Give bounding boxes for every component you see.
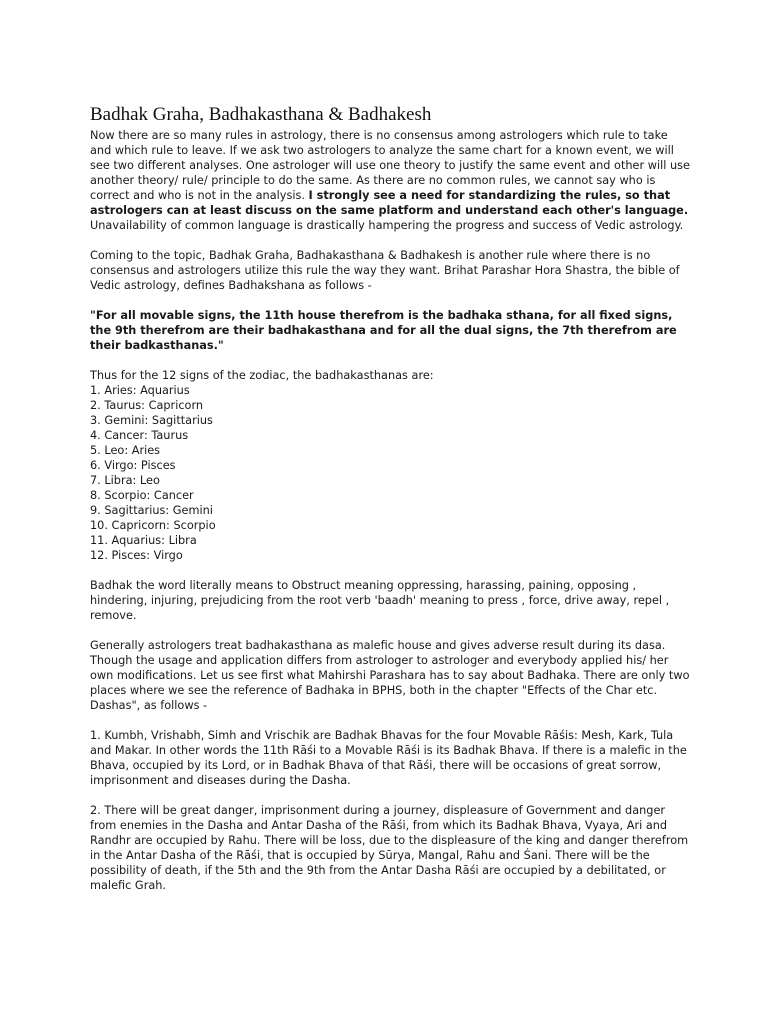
point-one-paragraph: 1. Kumbh, Vrishabh, Simh and Vrischik are Badhak Bhavas for the four Movable Rāśis: Mesh, Kark, Tula and Makar. In other words the 11th Rāśi to a Movable Rāśi is its Badhak Bhava. If there is a malefic in the Bhava, occupied by its Lord, or in Badhak Bhava of that Rāśi, there will be occasions of great sorrow, imprisonment and diseases during the Dasha.: [90, 729, 687, 787]
intro-paragraph: [90, 128, 690, 233]
general-paragraph: Generally astrologers treat badhakasthana as malefic house and gives adverse result during its dasa. Though the usage and application differs from astrologer to astrologer and everybody applied his/ her own modifications. Let us see first what Mahirshi Parashara has to say about Badhaka. There are only two places where we see the reference of Badhaka in BPHS, both in the chapter "Effects of the Char etc. Dashas", as follows -: [90, 639, 690, 712]
intro-text-a: Now there are so many rules in astrology, there is no consensus among astrologers which rule to take and which rule to leave. If we ask two astrologers to analyze the same chart for a known event, we will see two different analyses. One astrologer will use one theory to justify the same event and other will use another theory/ rule/ principle to do the same. As there are no common rules, we cannot say who is correct and who is not in the analysis.: [90, 129, 690, 202]
bphs-quote: "For all movable signs, the 11th house therefrom is the badhaka sthana, for all fixed signs, the 9th therefrom are their badhakasthana and for all the dual signs, the 7th therefrom are their badkasthanas.": [90, 309, 677, 352]
list-item: 10. Capricorn: Scorpio: [90, 519, 216, 532]
meaning-paragraph: Badhak the word literally means to Obstruct meaning oppressing, harassing, paining, opposing , hindering, injuring, prejudicing from the root verb 'baadh' meaning to press , force, drive away, repel , remove.: [90, 579, 670, 622]
intro-bold-statement: I strongly see a need for standardizing the rules, so that astrologers can at least discuss on the same platform and understand each other's language.: [90, 189, 689, 217]
list-item: 12. Pisces: Virgo: [90, 549, 183, 562]
topic-paragraph: Coming to the topic, Badhak Graha, Badhakasthana & Badhakesh is another rule where there is no consensus and astrologers utilize this rule the way they want. Brihat Parashar Hora Shastra, the bible of Vedic astrology, defines Badhakshana as follows -: [90, 249, 680, 292]
document-page: [90, 104, 690, 908]
list-item: 5. Leo: Aries: [90, 444, 161, 457]
list-item: 9. Sagittarius: Gemini: [90, 504, 213, 517]
list-item: 2. Taurus: Capricorn: [90, 399, 204, 412]
list-intro: Thus for the 12 signs of the zodiac, the badhakasthanas are:: [90, 369, 434, 382]
intro-text-b: Unavailability of common language is drastically hampering the progress and success of Vedic astrology.: [90, 219, 684, 232]
list-item: 1. Aries: Aquarius: [90, 384, 190, 397]
point-two-paragraph: 2. There will be great danger, imprisonment during a journey, displeasure of Government and danger from enemies in the Dasha and Antar Dasha of the Rāśi, from which its Badhak Bhava, Vyaya, Ari and Randhr are occupied by Rahu. There will be loss, due to the displeasure of the king and danger therefrom in the Antar Dasha of the Rāśi, that is occupied by Sūrya, Mangal, Rahu and Śani. There will be the possibility of death, if the 5th and the 9th from the Antar Dasha Rāśi are occupied by a debilitated, or malefic Grah.: [90, 804, 689, 892]
list-item: 8. Scorpio: Cancer: [90, 489, 194, 502]
list-item: 6. Virgo: Pisces: [90, 459, 176, 472]
page-title: Badhak Graha, Badhakasthana & Badhakesh: [90, 104, 432, 125]
badhakasthana-list: [90, 383, 690, 563]
list-item: 4. Cancer: Taurus: [90, 429, 189, 442]
list-item: 7. Libra: Leo: [90, 474, 160, 487]
list-item: 3. Gemini: Sagittarius: [90, 414, 213, 427]
list-item: 11. Aquarius: Libra: [90, 534, 197, 547]
